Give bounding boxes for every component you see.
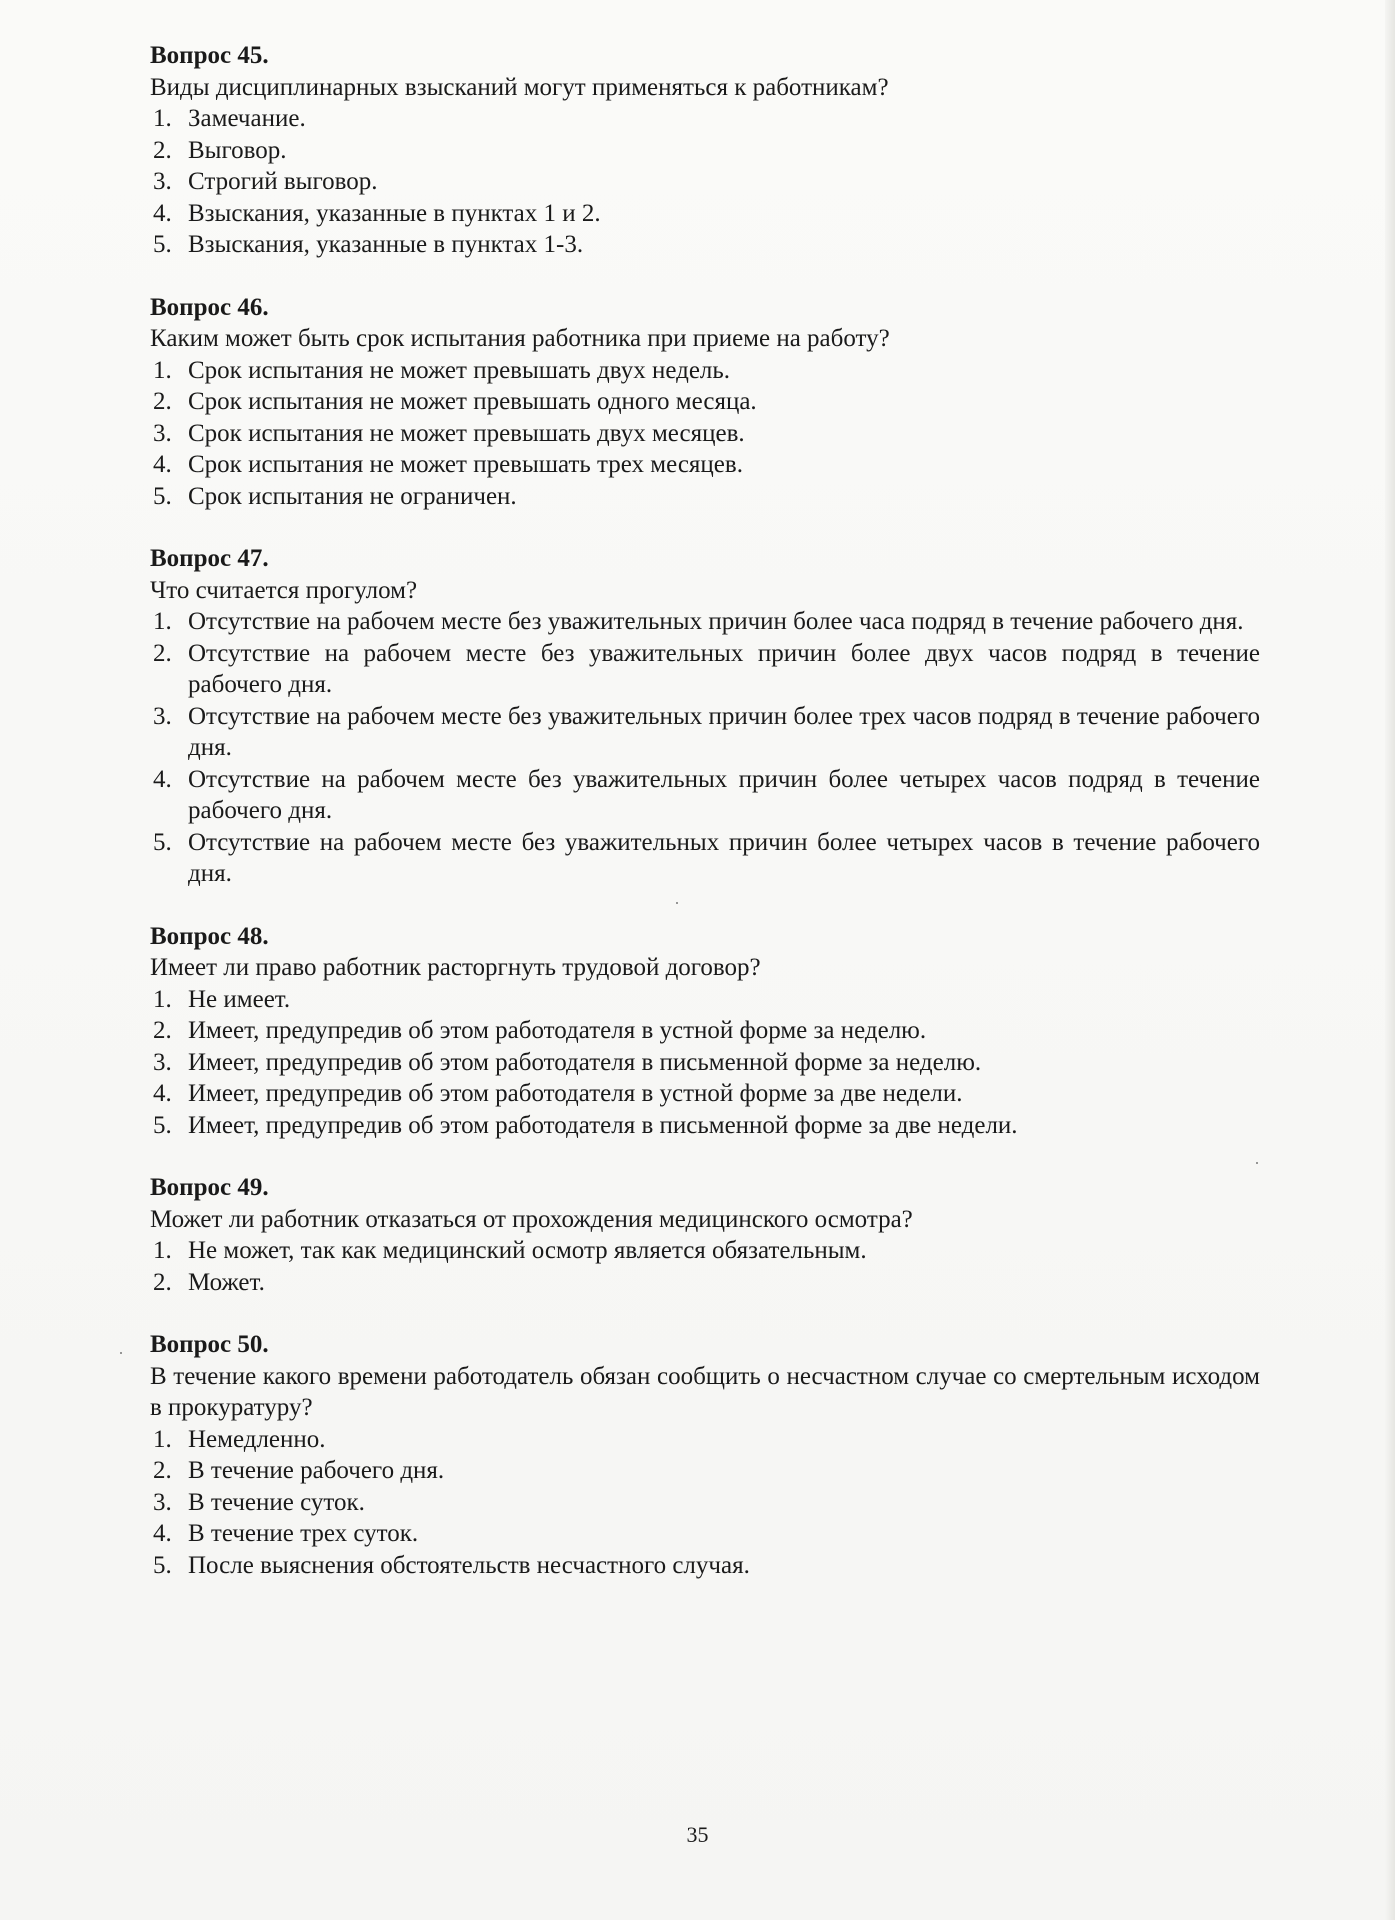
page-number: 35 [686, 1822, 709, 1847]
option-number: 2. [153, 1457, 172, 1484]
option-text: Срок испытания не может превышать двух недель. [188, 356, 731, 384]
answer-option [150, 638, 1260, 701]
answer-option [150, 984, 1260, 1016]
option-number: 4. [153, 451, 172, 478]
option-number: 1. [153, 608, 172, 635]
option-text: Срок испытания не может превышать трех месяцев. [188, 451, 743, 478]
question-title: Вопрос 49. [150, 1174, 269, 1201]
answer-option [150, 764, 1260, 827]
option-number: 4. [153, 765, 172, 793]
option-number: 2. [153, 388, 172, 415]
answer-options [150, 606, 1260, 890]
answer-option [150, 449, 1260, 481]
option-text: Не может, так как медицинский осмотр является обязательным. [188, 1237, 867, 1264]
option-text: Выговор. [188, 136, 287, 164]
answer-option [150, 418, 1260, 450]
answer-option [150, 103, 1260, 135]
question-title: Вопрос 45. [150, 42, 269, 69]
question-text: Виды дисциплинарных взысканий могут применяться к работникам? [150, 73, 889, 101]
option-text: Строгий выговор. [188, 168, 378, 195]
scan-speck [676, 902, 678, 904]
question-45 [150, 40, 1260, 261]
option-number: 4. [153, 1520, 172, 1547]
answer-option [150, 1078, 1260, 1110]
answer-option [150, 355, 1260, 387]
question-text: Что считается прогулом? [150, 576, 418, 604]
question-50 [150, 1329, 1260, 1581]
option-number: 3. [153, 419, 172, 447]
answer-option [150, 1267, 1260, 1299]
option-number: 5. [153, 1111, 172, 1139]
question-text: В течение какого времени работодатель обязан сообщить о несчастном случае со смертельным исходом в прокуратуру? [150, 1362, 1260, 1421]
answer-option [150, 1015, 1260, 1047]
option-text: После выяснения обстоятельств несчастного случая. [188, 1551, 750, 1579]
option-text: Отсутствие на рабочем месте без уважительных причин более четырех часов в течение рабочего дня. [188, 828, 1260, 887]
answer-option [150, 135, 1260, 167]
option-text: Отсутствие на рабочем месте без уважительных причин более часа подряд в течение рабочего дня. [188, 608, 1244, 635]
option-number: 1. [153, 356, 172, 384]
option-text: Имеет, предупредив об этом работодателя в устной форме за две недели. [188, 1080, 963, 1107]
answer-option [150, 386, 1260, 418]
answer-option [150, 1110, 1260, 1142]
question-title: Вопрос 47. [150, 545, 269, 572]
scan-speck [120, 1352, 122, 1354]
option-text: Имеет, предупредив об этом работодателя в устной форме за неделю. [188, 1017, 927, 1044]
option-number: 4. [153, 1080, 172, 1107]
answer-option [150, 1424, 1260, 1456]
answer-options [150, 1235, 1260, 1298]
answer-option [150, 1518, 1260, 1550]
option-text: Срок испытания не может превышать одного месяца. [188, 388, 757, 415]
answer-option [150, 1550, 1260, 1582]
option-text: Отсутствие на рабочем месте без уважительных причин более трех часов подряд в течение рабочего дня. [188, 702, 1260, 761]
question-title: Вопрос 50. [150, 1331, 269, 1358]
option-number: 2. [153, 639, 172, 667]
option-text: Имеет, предупредив об этом работодателя в письменной форме за две недели. [188, 1111, 1018, 1139]
option-number: 5. [153, 828, 172, 856]
option-text: Имеет, предупредив об этом работодателя в письменной форме за неделю. [188, 1048, 982, 1076]
scan-edge-shadow [1385, 0, 1395, 1920]
answer-option [150, 166, 1260, 198]
option-number: 3. [153, 1048, 172, 1076]
answer-option [150, 1455, 1260, 1487]
question-title: Вопрос 48. [150, 922, 269, 950]
question-47 [150, 543, 1260, 890]
page-content [150, 40, 1260, 1612]
option-text: Взыскания, указанные в пунктах 1-3. [188, 231, 584, 258]
answer-options [150, 984, 1260, 1142]
option-text: В течение рабочего дня. [188, 1457, 445, 1484]
answer-options [150, 355, 1260, 513]
answer-option [150, 1235, 1260, 1267]
question-text: Имеет ли право работник расторгнуть трудовой договор? [150, 954, 761, 981]
option-text: Не имеет. [188, 985, 291, 1013]
question-title: Вопрос 46. [150, 293, 269, 321]
option-text: Отсутствие на рабочем месте без уважительных причин более четырех часов подряд в течение рабочего дня. [188, 765, 1260, 824]
question-text: Каким может быть срок испытания работника при приеме на работу? [150, 325, 890, 352]
answer-option [150, 481, 1260, 513]
question-46 [150, 292, 1260, 513]
option-text: Отсутствие на рабочем месте без уважительных причин более двух часов подряд в течение рабочего дня. [188, 639, 1260, 698]
option-number: 3. [153, 168, 172, 195]
answer-option [150, 701, 1260, 764]
option-number: 5. [153, 231, 172, 258]
option-number: 3. [153, 702, 172, 730]
option-number: 2. [153, 136, 172, 164]
option-number: 5. [153, 1551, 172, 1579]
option-number: 3. [153, 1488, 172, 1516]
answer-options [150, 1424, 1260, 1582]
question-49 [150, 1172, 1260, 1298]
option-text: Немедленно. [188, 1425, 326, 1453]
answer-option [150, 827, 1260, 890]
option-text: Срок испытания не ограничен. [188, 482, 517, 510]
question-48 [150, 921, 1260, 1142]
option-text: В течение суток. [188, 1488, 365, 1516]
option-text: Взыскания, указанные в пунктах 1 и 2. [188, 199, 601, 227]
option-text: В течение трех суток. [188, 1520, 419, 1547]
answer-option [150, 606, 1260, 638]
option-number: 1. [153, 1425, 172, 1453]
answer-option [150, 198, 1260, 230]
option-number: 1. [153, 105, 172, 132]
option-text: Может. [188, 1268, 265, 1296]
answer-option [150, 1047, 1260, 1079]
answer-option [150, 1487, 1260, 1519]
option-number: 2. [153, 1268, 172, 1296]
option-number: 1. [153, 985, 172, 1013]
option-number: 1. [153, 1237, 172, 1264]
option-number: 5. [153, 482, 172, 510]
option-text: Замечание. [188, 105, 306, 132]
question-text: Может ли работник отказаться от прохождения медицинского осмотра? [150, 1205, 913, 1233]
scan-speck [1256, 1162, 1258, 1164]
option-number: 2. [153, 1017, 172, 1044]
answer-options [150, 103, 1260, 261]
option-number: 4. [153, 199, 172, 227]
option-text: Срок испытания не может превышать двух месяцев. [188, 419, 745, 447]
answer-option [150, 229, 1260, 261]
